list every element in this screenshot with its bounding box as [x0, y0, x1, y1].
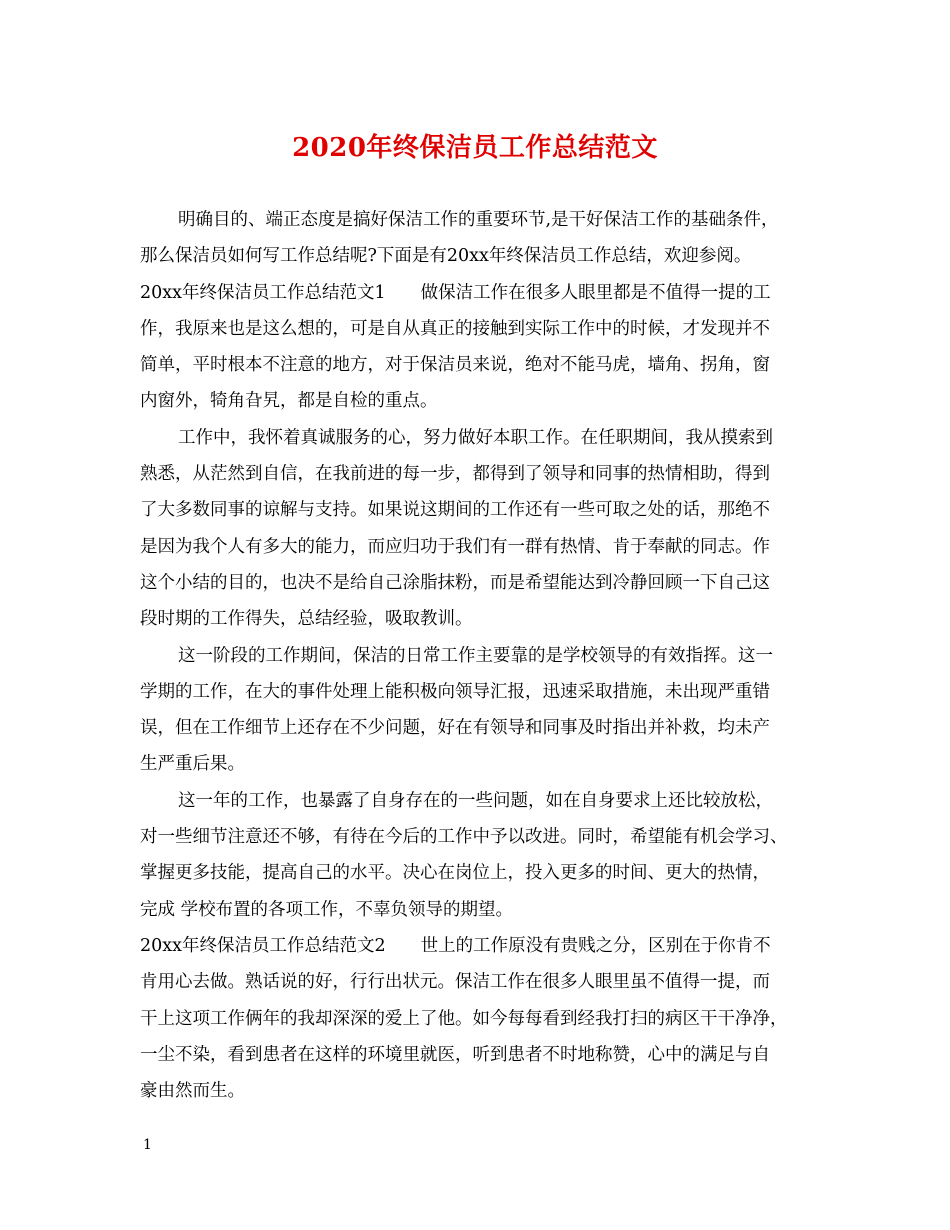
text-line: 简单，平时根本不注意的地方，对于保洁员来说，绝对不能马虎，墙角、拐角，窗 [140, 355, 770, 376]
text-line: 掌握更多技能，提高自己的水平。决心在岗位上，投入更多的时间、更大的热情， [140, 863, 770, 884]
text-line: 干上这项工作俩年的我却深深的爱上了他。如今每每看到经我打扫的病区干干净净， [140, 1008, 788, 1029]
document-body [140, 202, 820, 1109]
page-number: 1 [143, 1137, 152, 1153]
text-line: 误，但在工作细节上还存在不少问题，好在有领导和同事及时指出并补救，均未产 [140, 718, 770, 739]
text-line: 内窗外，犄角旮旯，都是自检的重点。 [140, 391, 438, 412]
text-line: 工作中，我怀着真诚服务的心，努力做好本职工作。在任职期间，我从摸索到 [178, 427, 773, 448]
text-line: 这一阶段的工作期间，保洁的日常工作主要靠的是学校领导的有效指挥。这一 [178, 645, 773, 666]
text-line: 完成 学校布置的各项工作，不辜负领导的期望。 [140, 899, 514, 920]
text-line: 作，我原来也是这么想的，可是自从真正的接触到实际工作中的时候，才发现并不 [140, 318, 770, 339]
text-line: 豪由然而生。 [140, 1081, 245, 1102]
text-line: 这个小结的目的，也决不是给自己涂脂抹粉，而是希望能达到冷静回顾一下自己这 [140, 572, 770, 593]
text-line: 生严重后果。 [140, 754, 245, 775]
text-line: 熟悉，从茫然到自信，在我前进的每一步，都得到了领导和同事的热情相助，得到 [140, 464, 770, 485]
text-line: 那么保洁员如何写工作总结呢?下面是有20xx年终保洁员工作总结，欢迎参阅。 [140, 246, 752, 267]
text-line: 20xx年终保洁员工作总结范文2 世上的工作原没有贵贱之分，区别在于你肯不 [140, 935, 771, 956]
text-line: 段时期的工作得失，总结经验，吸取教训。 [140, 609, 473, 630]
text-line: 学期的工作，在大的事件处理上能积极向领导汇报，迅速采取措施，未出现严重错 [140, 681, 770, 702]
text-line: 明确目的、端正态度是搞好保洁工作的重要环节,是干好保洁工作的基础条件， [178, 210, 779, 230]
text-line: 是因为我个人有多大的能力，而应归功于我们有一群有热情、肯于奉献的同志。作 [140, 536, 770, 557]
text-line: 对一些细节注意还不够，有待在今后的工作中予以改进。同时，希望能有机会学习、 [140, 827, 788, 848]
text-line: 了大多数同事的谅解与支持。如果说这期间的工作还有一些可取之处的话，那绝不 [140, 500, 770, 521]
text-line: 一尘不染，看到患者在这样的环境里就医，听到患者不时地称赞，心中的满足与自 [140, 1044, 770, 1065]
text-line: 肯用心去做。熟话说的好，行行出状元。保洁工作在很多人眼里虽不值得一提，而 [140, 972, 770, 993]
text-line: 这一年的工作，也暴露了自身存在的一些问题，如在自身要求上还比较放松， [178, 790, 773, 811]
document-title: 2020年终保洁员工作总结范文 [292, 133, 658, 163]
text-line: 20xx年终保洁员工作总结范文1 做保洁工作在很多人眼里都是不值得一提的工 [140, 282, 771, 303]
